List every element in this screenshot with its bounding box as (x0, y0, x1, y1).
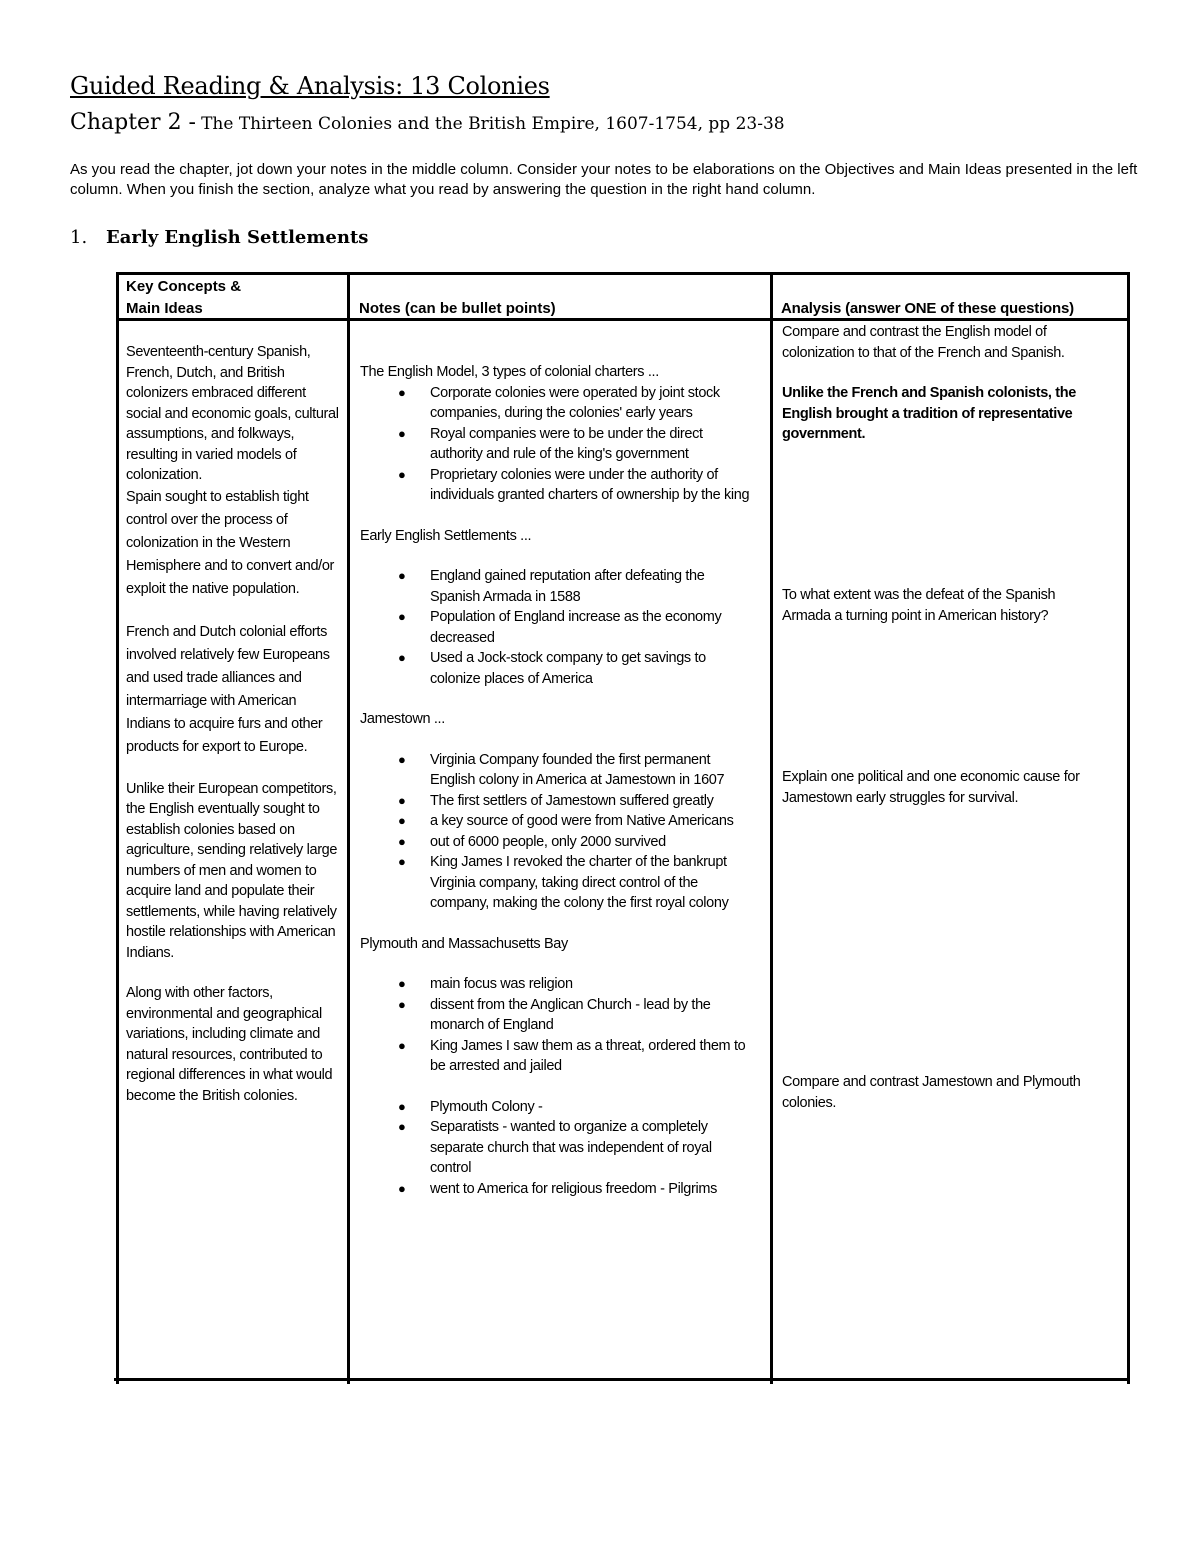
section-heading (70, 227, 368, 248)
analysis-answer-1: Unlike the French and Spanish colonists, the English brought a tradition of representative government. (782, 385, 1076, 442)
chapter-subtitle (70, 110, 785, 135)
list-item: ● England gained reputation after defeating the Spanish Armada in 1588 (398, 568, 705, 605)
key-concept: Spain sought to establish tight control over the process of colonization in the Western Hemisphere and to convert and/or exploit the native population. (126, 488, 335, 597)
table-border-left (116, 272, 119, 1384)
notes-heading: The English Model, 3 types of colonial charters ... (360, 364, 659, 380)
notes-list (360, 974, 755, 1077)
list-item: ● King James I revoked the charter of the bankrupt Virginia company, taking direct control of the company, making the colony the first royal colony (398, 854, 729, 911)
key-concepts-cell (126, 342, 342, 1106)
table-divider-1 (347, 272, 350, 1384)
notes-list (360, 1097, 755, 1200)
table-border-top (116, 272, 1130, 275)
key-concept: Unlike their European competitors, the English eventually sought to establish colonies based on agriculture, sending relatively large numbers of men and women to acquire land and populate their settlements, while having relatively hostile relationships with American Indians. (126, 780, 338, 961)
list-item: ● Plymouth Colony - (398, 1098, 543, 1115)
list-item: ● The first settlers of Jamestown suffered greatly (398, 792, 714, 809)
section-number: 1. (70, 227, 88, 248)
notes-list (360, 383, 755, 506)
analysis-question-1: Compare and contrast the English model of colonization to that of the French and Spanish. Unlike the French and Spanish colonists, the English brought a tradition of representative government. (782, 322, 1117, 445)
table-border-right (1127, 272, 1130, 1384)
list-item: ● Separatists - wanted to organize a completely separate church that was independent of royal control (398, 1119, 712, 1176)
list-item: ● out of 6000 people, only 2000 survived (398, 833, 666, 850)
notes-heading: Jamestown ... (360, 711, 445, 727)
list-item: ● King James I saw them as a threat, ordered them to be arrested and jailed (398, 1037, 746, 1074)
reading-table (116, 272, 1130, 1384)
list-item: ● dissent from the Anglican Church - lead by the monarch of England (398, 996, 711, 1033)
notes-cell (360, 362, 755, 1199)
notes-list (360, 566, 755, 689)
analysis-question-2: To what extent was the defeat of the Spanish Armada a turning point in American history? (782, 587, 1056, 624)
page-title: Guided Reading & Analysis: 13 Colonies (70, 72, 550, 100)
table-divider-2 (770, 272, 773, 1384)
table-border-bottom (114, 1378, 1130, 1381)
key-concept: Along with other factors, environmental and geographical variations, including climate and natural resources, contributed to regional differences in what would become the British colonies. (126, 985, 333, 1104)
header-notes: Notes (can be bullet points) (359, 300, 556, 317)
list-item: ● Proprietary colonies were under the authority of individuals granted charters of ownership by the king (398, 466, 750, 503)
chapter-text: The Thirteen Colonies and the British Empire, 1607-1754, pp 23-38 (201, 114, 785, 134)
key-concept: Seventeenth-century Spanish, French, Dutch, and British colonizers embraced different social and economic goals, cultural assumptions, and folkways, resulting in varied models of colonization. (126, 344, 339, 483)
analysis-question-3: Explain one political and one economic cause for Jamestown early struggles for survival. (782, 769, 1080, 806)
list-item: ● a key source of good were from Native Americans (398, 813, 734, 829)
list-item: ● Virginia Company founded the first permanent English colony in America at Jamestown in 1607 (398, 751, 725, 788)
list-item: ● Corporate colonies were operated by joint stock companies, during the colonies' early years (398, 384, 720, 421)
list-item: ● Used a Jock-stock company to get savings to colonize places of America (398, 650, 706, 687)
notes-heading: Plymouth and Massachusetts Bay (360, 935, 568, 952)
header-analysis: Analysis (answer ONE of these questions) (781, 300, 1074, 317)
section-name: Early English Settlements (106, 227, 369, 248)
header-key-concepts: Key Concepts & Main Ideas (126, 278, 242, 317)
chapter-label: Chapter 2 - (70, 110, 196, 135)
list-item: ● main focus was religion (398, 976, 573, 992)
instructions: As you read the chapter, jot down your notes in the middle column. Consider your notes to be elaborations on the Objectives and Main Ideas presented in the left column. When you finish the section, analyze what you read by answering the question in the right hand column. (70, 161, 1138, 198)
list-item: ● Population of England increase as the economy decreased (398, 609, 722, 646)
notes-heading: Early English Settlements ... (360, 527, 532, 544)
list-item: ● went to America for religious freedom - Pilgrims (398, 1180, 717, 1197)
key-concept: French and Dutch colonial efforts involved relatively few Europeans and used trade alliances and intermarriage with American Indians to acquire furs and other products for export to Europe. (126, 623, 330, 755)
analysis-question-4: Compare and contrast Jamestown and Plymouth colonies. (782, 1074, 1081, 1111)
list-item: ● Royal companies were to be under the direct authority and rule of the king's government (398, 425, 703, 462)
notes-list (360, 750, 755, 914)
